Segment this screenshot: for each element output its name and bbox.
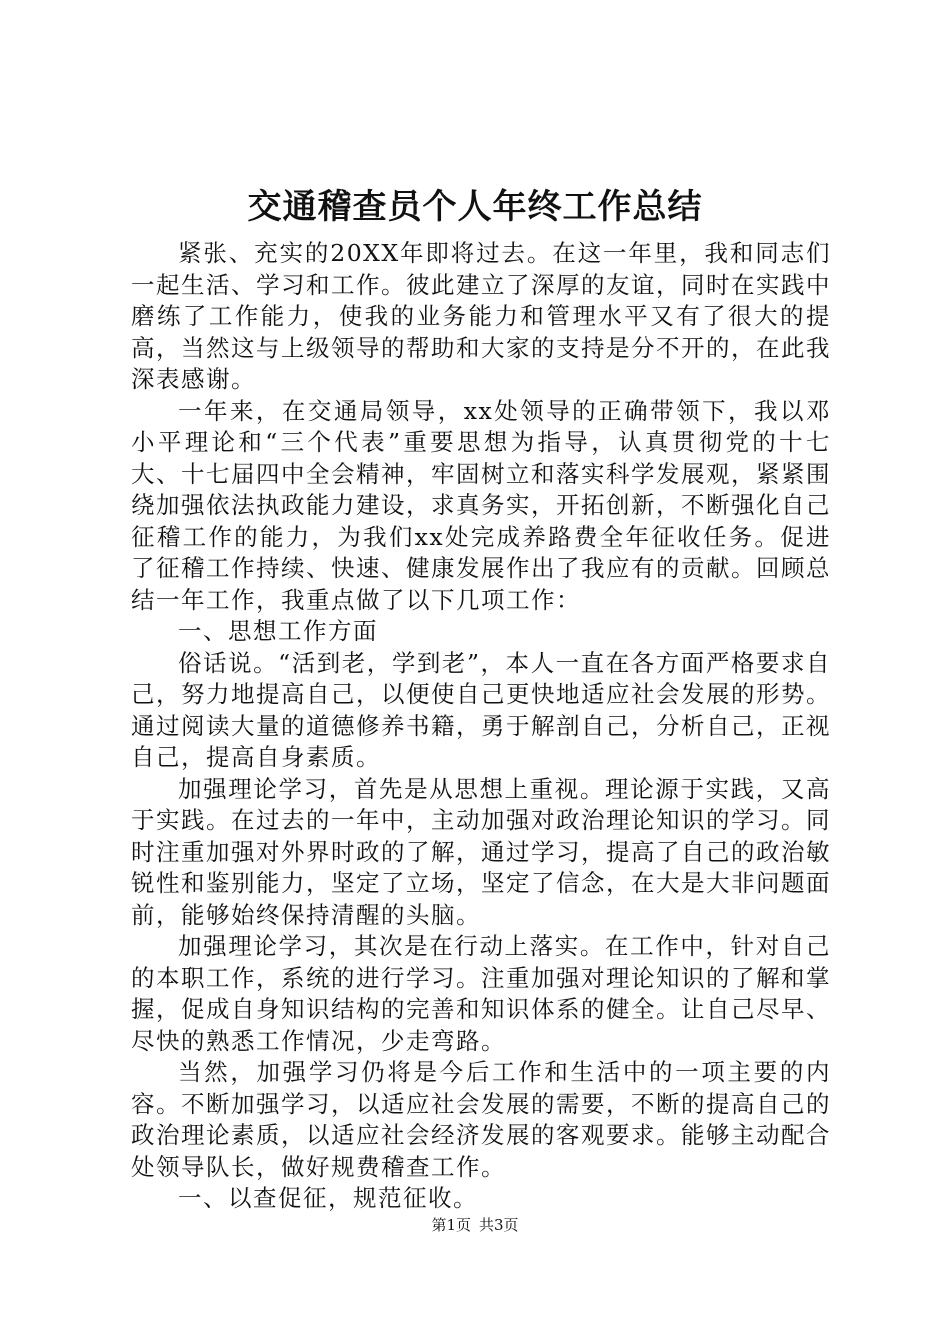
paragraph-theory-study-first: 加强理论学习，首先是从思想上重视。理论源于实践，又高于实践。在过去的一年中，主动加强对政治理论知识的学习。同时注重加强对外界时政的了解，通过学习，提高了自己的政治敏锐性和鉴别能力，坚定了立场，坚定了信念，在大是大非问题面前，能够始终保持清醒的头脑。 [131, 774, 831, 929]
paragraph-self-requirement: 俗话说。“活到老，学到老”，本人一直在各方面严格要求自己，努力地提高自己，以便使自己更快地适应社会发展的形势。通过阅读大量的道德修养书籍，勇于解剖自己，分析自己，正视自己，提高自身素质。 [131, 648, 831, 771]
section-heading-ideology: 一、思想工作方面 [178, 617, 378, 645]
document-body [131, 238, 831, 1215]
page-footer [0, 1213, 950, 1237]
paragraph-theory-study-second: 加强理论学习，其次是在行动上落实。在工作中，针对自己的本职工作，系统的进行学习。注重加强对理论知识的了解和掌握，促成自身知识结构的完善和知识体系的健全。让自己尽早、尽快的熟悉工作情况，少走弯路。 [131, 932, 831, 1055]
paragraph-overview: 一年来，在交通局领导，xx处领导的正确带领下，我以邓小平理论和“三个代表”重要思想为指导，认真贯彻党的十七大、十七届四中全会精神，牢固树立和落实科学发展观，紧紧围绕加强依法执政能力建设，求真务实，开拓创新，不断强化自己征稽工作的能力，为我们xx处完成养路费全年征收任务。促进了征稽工作持续、快速、健康发展作出了我应有的贡献。回顾总结一年工作，我重点做了以下几项工作： [131, 396, 831, 614]
section-heading-inspection: 一、以查促征，规范征收。 [178, 1184, 478, 1212]
paragraph-intro: 紧张、充实的20XX年即将过去。在这一年里，我和同志们一起生活、学习和工作。彼此建立了深厚的友谊，同时在实践中磨练了工作能力，使我的业务能力和管理水平又有了很大的提高，当然这与上级领导的帮助和大家的支持是分不开的，在此我深表感谢。 [131, 239, 831, 393]
page-total: 共3页 [479, 1216, 519, 1234]
document-title: 交通稽查员个人年终工作总结 [247, 187, 703, 227]
paragraph-continued-study: 当然，加强学习仍将是今后工作和生活中的一项主要的内容。不断加强学习，以适应社会发展的需要，不断的提高自己的政治理论素质，以适应社会经济发展的客观要求。能够主动配合处领导队长，做好规费稽查工作。 [131, 1058, 831, 1181]
page-number: 第1页 [431, 1216, 471, 1234]
